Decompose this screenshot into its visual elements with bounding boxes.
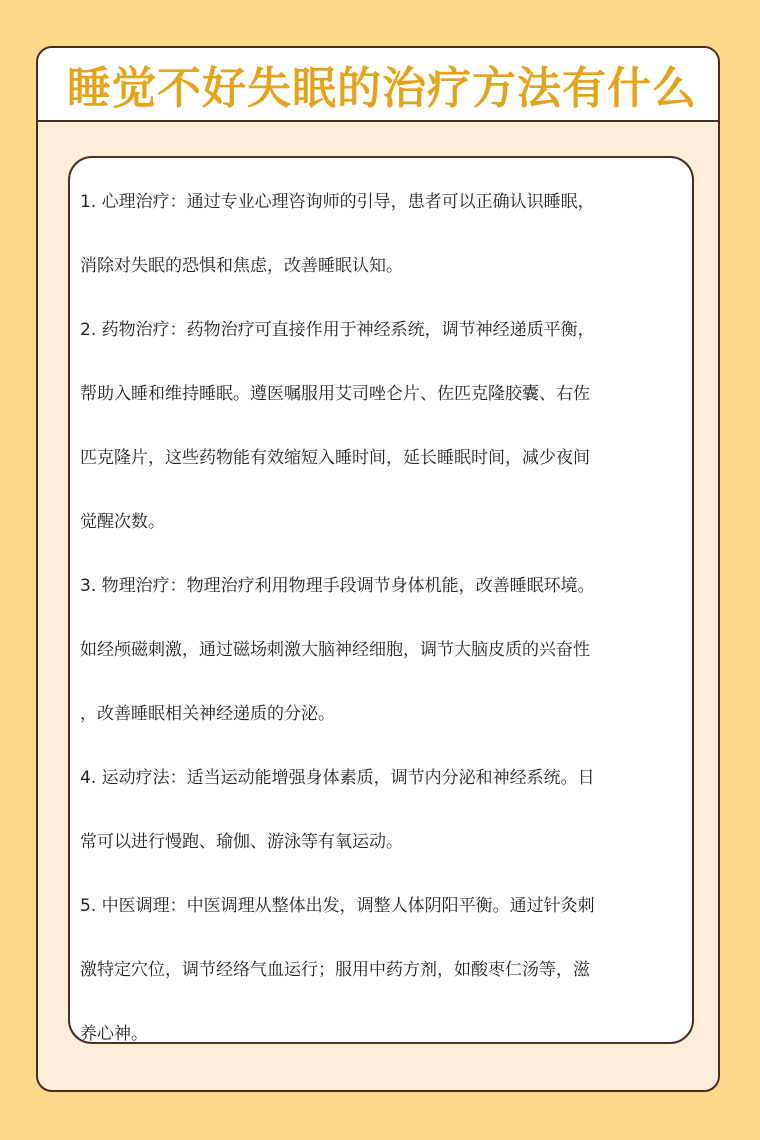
title-bar: [38, 48, 718, 122]
text-line: 帮助入睡和维持睡眠。遵医嘱服用艾司唑仑片、佐匹克隆胶囊、右佐: [80, 384, 590, 404]
text-line: 4. 运动疗法：适当运动能增强身体素质，调节内分泌和神经系统。日: [80, 768, 595, 788]
text-line: 消除对失眠的恐惧和焦虑，改善睡眠认知。: [80, 256, 403, 276]
text-line: 常可以进行慢跑、瑜伽、游泳等有氧运动。: [80, 832, 403, 852]
page-title: 睡觉不好失眠的治疗方法有什么: [67, 63, 697, 114]
text-line: 养心神。: [80, 1024, 148, 1044]
text-line: 1. 心理治疗：通过专业心理咨询师的引导，患者可以正确认识睡眠，: [80, 192, 595, 212]
text-line: ，改善睡眠相关神经递质的分泌。: [80, 704, 335, 724]
content-panel: [68, 156, 694, 1044]
article-card: [36, 46, 720, 1092]
text-line: 2. 药物治疗：药物治疗可直接作用于神经系统，调节神经递质平衡，: [80, 320, 595, 340]
text-line: 匹克隆片，这些药物能有效缩短入睡时间，延长睡眠时间，减少夜间: [80, 448, 590, 468]
text-line: 如经颅磁刺激，通过磁场刺激大脑神经细胞，调节大脑皮质的兴奋性: [80, 640, 590, 660]
text-line: 激特定穴位，调节经络气血运行；服用中药方剂，如酸枣仁汤等，滋: [80, 960, 590, 980]
text-line: 3. 物理治疗：物理治疗利用物理手段调节身体机能，改善睡眠环境。: [80, 576, 595, 596]
text-line: 觉醒次数。: [80, 512, 165, 532]
text-line: 5. 中医调理：中医调理从整体出发，调整人体阴阳平衡。通过针灸刺: [80, 896, 595, 916]
